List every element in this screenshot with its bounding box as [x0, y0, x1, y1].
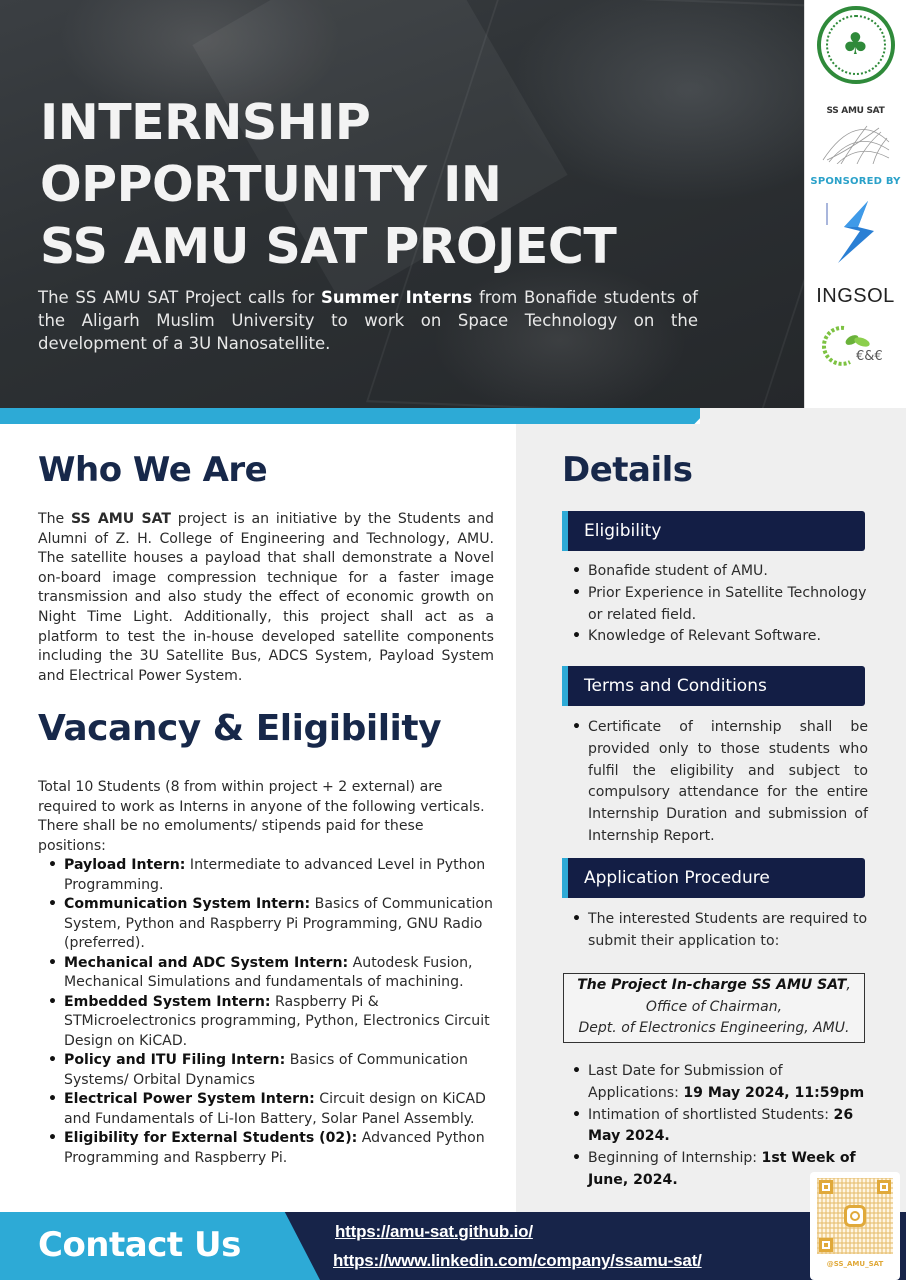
who-text-start: The — [38, 511, 71, 527]
date-label: Beginning of Internship: — [588, 1150, 762, 1167]
svg-text:€&€: €&€ — [855, 349, 883, 364]
title-line-3: SS AMU SAT PROJECT — [40, 218, 617, 275]
date-value: 19 May 2024, 11:59pm — [683, 1084, 865, 1101]
hero-intro-text — [38, 286, 698, 355]
website-link[interactable]: https://amu-sat.github.io/ — [335, 1222, 533, 1241]
list-item: • Knowledge of Relevant Software. — [570, 626, 868, 648]
position-desc: Autodesk Fusion, Mechanical Simulations and fundamentals of machining. — [64, 954, 473, 990]
eligibility-list — [570, 561, 868, 648]
list-item: • Prior Experience in Satellite Technology or related field. — [570, 583, 868, 627]
terms-banner: Terms and Conditions — [562, 666, 865, 706]
address-line-1 — [564, 975, 864, 997]
accent-stripe — [0, 408, 710, 424]
title-line-2: OPPORTUNITY IN — [40, 156, 502, 213]
linkedin-link[interactable]: https://www.linkedin.com/company/ssamu-sat/ — [333, 1251, 702, 1270]
qr-finder-icon — [819, 1180, 833, 1194]
date-label: Last Date for Submission of Applications: — [588, 1063, 783, 1101]
palm-tree-icon: ♣ — [842, 27, 869, 62]
intro-highlight: Summer Interns — [321, 288, 473, 307]
sponsored-by-label: SPONSORED BY — [810, 176, 901, 187]
terms-list — [570, 717, 868, 848]
list-item — [46, 895, 496, 954]
logo-sidebar — [804, 0, 906, 408]
date-label: Intimation of shortlisted Students: — [588, 1106, 834, 1123]
position-role: Payload Intern: — [64, 857, 186, 873]
address-line-3: Dept. of Electronics Engineering, AMU. — [578, 1020, 850, 1036]
position-role: Communication System Intern: — [64, 896, 311, 912]
list-item: • Certificate of internship shall be provided only to those students who fulfil the eligibility and subject to compulsory attendance for the entire Internship Duration and submission of Internship Report. — [570, 717, 868, 848]
ingsol-logo-icon — [824, 197, 888, 267]
position-desc: Basics of Communication Systems/ Orbital Dynamics — [64, 1052, 468, 1088]
who-text-end: project is an initiative by the Students and Alumni of Z. H. College of Engineering and Technology, AMU. The satellite houses a payload that shall demonstrate a Novel on-board image compression technique for a faster image transmission and also study the effect of economic growth on Night Time Light. Additionally, this project shall act as a platform to test the in-house developed satellite components including the 3U Satellite Bus, ADCS System, Payload System and Electrical Power System. — [38, 511, 495, 684]
address-recipient: The Project In-charge SS AMU SAT — [577, 977, 847, 993]
eligibility-banner: Eligibility — [562, 511, 865, 551]
contact-heading: Contact Us — [38, 1225, 241, 1265]
project-name-bold: SS AMU SAT — [71, 511, 172, 527]
list-item: • Bonafide student of AMU. — [570, 561, 868, 583]
application-list — [570, 909, 868, 953]
address-comma: , — [846, 977, 851, 993]
ee-partner-logo-icon — [816, 322, 896, 366]
sponsor-name: INGSOL — [816, 285, 895, 307]
position-desc: Circuit design on KiCAD and Fundamentals of Li-Ion Battery, Solar Panel Assembly. — [64, 1091, 486, 1127]
page-title — [40, 92, 680, 278]
position-desc: Raspberry Pi & STMicroelectronics programming, Python, Electronics Circuit Design on KiCAD. — [64, 993, 490, 1049]
details-panel-top — [700, 408, 906, 424]
qr-code-image — [817, 1178, 893, 1254]
submission-address — [563, 973, 865, 1043]
position-desc: Intermediate to advanced Level in Python Programming. — [64, 857, 486, 893]
date-value: 1st Week of June, 2024. — [588, 1150, 856, 1188]
list-item — [46, 993, 496, 1052]
list-item — [570, 1061, 868, 1105]
position-role: Mechanical and ADC System Intern: — [64, 954, 349, 971]
vacancy-intro: Total 10 Students (8 from within project + 2 external) are required to work as Interns in anyone of the following verticals. There shall be no emoluments/ stipends paid for these positions: — [38, 779, 485, 854]
address-line-2: Office of Chairman, — [645, 998, 783, 1015]
position-desc: Advanced Python Programming and Raspberry Pi. — [64, 1130, 485, 1166]
amu-seal-logo — [817, 6, 895, 84]
position-role: Eligibility for External Students (02): — [64, 1130, 358, 1146]
list-item — [46, 1129, 496, 1168]
title-line-1: INTERNSHIP — [40, 94, 371, 151]
qr-finder-icon — [877, 1180, 891, 1194]
intro-text-end: from Bonafide students of the Aligarh Muslim University to work on Space Technology on the development of a 3U Nanosatellite. — [38, 288, 698, 353]
who-we-are-text — [38, 510, 494, 686]
date-value: 26 May 2024. — [588, 1106, 854, 1145]
globe-grid-icon — [819, 120, 893, 164]
instagram-icon — [844, 1205, 866, 1227]
position-role: Electrical Power System Intern: — [64, 1091, 315, 1107]
list-item — [46, 954, 496, 993]
project-logo-label: SS AMU SAT — [826, 106, 885, 116]
instagram-handle: @SS_AMU_SAT — [826, 1260, 884, 1268]
instagram-qr-code[interactable] — [810, 1172, 900, 1280]
positions-list — [46, 856, 496, 1168]
who-we-are-heading: Who We Are — [38, 450, 268, 490]
hero-banner — [0, 0, 804, 408]
position-desc: Basics of Communication System, Python and Raspberry Pi Programming, GNU Radio (preferred). — [64, 896, 493, 951]
position-role: Embedded System Intern: — [64, 993, 271, 1010]
vacancy-heading: Vacancy & Eligibility — [38, 708, 442, 749]
qr-finder-icon — [819, 1238, 833, 1252]
application-banner: Application Procedure — [562, 858, 865, 898]
details-heading: Details — [562, 450, 693, 490]
list-item — [46, 856, 496, 895]
list-item — [46, 1051, 496, 1090]
intro-text-start: The SS AMU SAT Project calls for — [38, 288, 322, 307]
list-item: • The interested Students are required to submit their application to: — [570, 909, 868, 953]
position-role: Policy and ITU Filing Intern: — [64, 1052, 286, 1068]
list-item — [570, 1105, 868, 1149]
list-item — [46, 1090, 496, 1129]
